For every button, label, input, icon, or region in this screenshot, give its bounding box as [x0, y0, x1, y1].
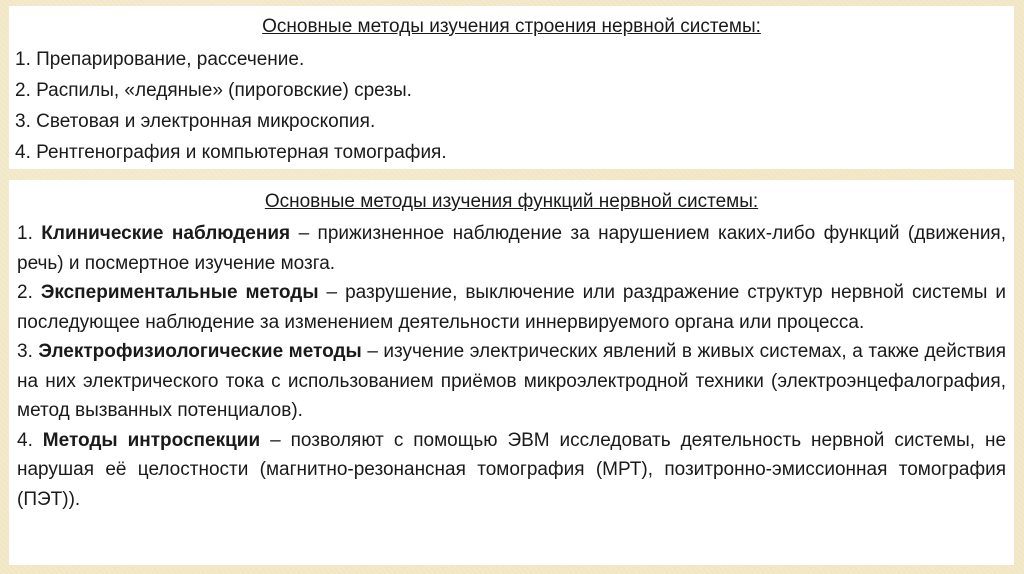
method-description: – прижизненное наблюдение за нарушением каких-либо функций (движения, речь) и посмертное изучение мозга. [17, 223, 1006, 274]
method-term: Электрофизиологические методы [38, 341, 362, 362]
item-number: 2. [17, 282, 33, 303]
list-item [17, 337, 1006, 426]
method-description: – разрушение, выключение или раздражение структур нервной системы и последующее наблюдение за изменением деятельности иннервируемого органа или процесса. [17, 282, 1006, 333]
method-term: Клинические наблюдения [41, 223, 291, 244]
item-number: 3. [17, 341, 33, 362]
list-item: 3. Световая и электронная микроскопия. [15, 111, 376, 132]
method-term: Экспериментальные методы [40, 282, 319, 303]
item-number: 4. [17, 429, 33, 451]
structure-methods-panel [9, 6, 1014, 169]
method-description: – позволяют с помощью ЭВМ исследовать деятельность нервной системы, не нарушая её целостности (магнитно-резонансная томография (МРТ), позитронно-эмиссионная томография (ПЭТ)). [17, 429, 1007, 510]
list-item [17, 426, 1006, 515]
function-methods-panel [9, 180, 1014, 565]
method-term: Методы интроспекции [42, 429, 261, 451]
list-item [17, 278, 1006, 337]
item-number: 1. [17, 223, 33, 244]
function-methods-heading: Основные методы изучения функций нервной системы: [264, 191, 759, 212]
structure-methods-list [15, 44, 1008, 168]
list-item: 4. Рентгенография и компьютерная томография. [15, 142, 447, 163]
list-item: 2. Распилы, «ледяные» (пироговские) срезы. [15, 80, 412, 101]
function-methods-list [17, 219, 1006, 514]
list-item: 1. Препарирование, рассечение. [15, 49, 305, 70]
method-description: – изучение электрических явлений в живых системах, а также действия на них электрического тока с использованием приёмов микроэлектродной техники (электроэнцефалография, метод вызванных потенциалов). [17, 341, 1007, 421]
structure-methods-heading: Основные методы изучения строения нервной системы: [262, 16, 761, 37]
list-item [17, 219, 1006, 278]
